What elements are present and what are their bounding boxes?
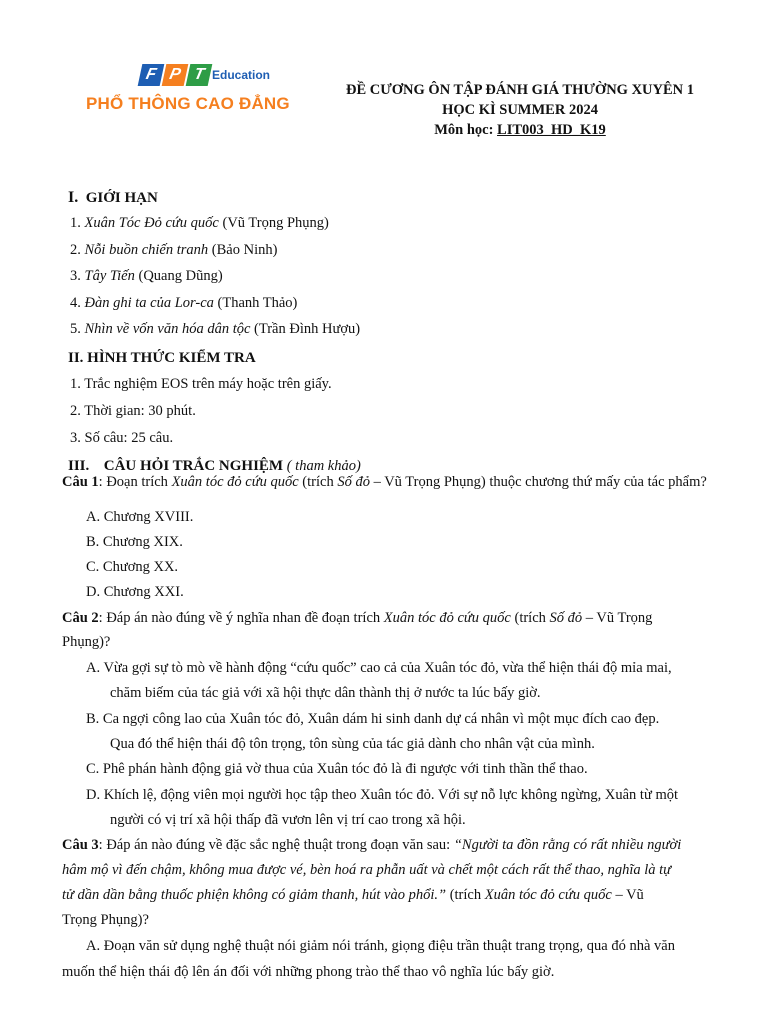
question-text-part: – Vũ Trọng <box>582 610 653 626</box>
work-title: Xuân tóc đỏ cứu quốc <box>171 474 299 490</box>
q1-option-d: D. Chương XXI. <box>86 584 184 600</box>
work-author: (Trần Đình Hượu) <box>250 321 361 337</box>
header-title-line2: HỌC KÌ SUMMER 2024 <box>442 102 598 118</box>
quoted-passage-cont: hâm mộ vì đến chậm, không mua được vé, bèn hoá ra phẫn uất và chết một cách rất thể thao, nghĩa là tự <box>62 862 672 878</box>
question-label: Câu 2 <box>62 610 99 626</box>
question-text-part: (trích <box>298 474 338 490</box>
work-title: Số đỏ <box>337 474 370 490</box>
section-1-title: GIỚI HẠN <box>85 190 158 206</box>
question-label: Câu 1 <box>62 474 99 490</box>
item-number: 3. <box>70 268 81 284</box>
fpt-logo <box>86 64 306 120</box>
work-title: Xuân tóc đỏ cứu quốc <box>484 887 612 903</box>
limit-item <box>70 293 297 313</box>
question-label: Câu 3 <box>62 837 99 853</box>
work-title: Nhìn về vốn văn hóa dân tộc <box>84 321 251 337</box>
section-1-number: I. <box>68 189 79 206</box>
work-title: Số đỏ <box>549 610 583 626</box>
work-author: (Quang Dũng) <box>134 268 223 284</box>
document-header <box>330 80 710 140</box>
logo-letter-t: T <box>186 64 213 86</box>
section-3-heading <box>68 456 361 476</box>
header-subject-code: LIT003_HD_K19 <box>497 122 606 138</box>
item-number: 1. <box>70 215 81 231</box>
quoted-passage: tử dần dần bằng thuốc phiện không có giảm thanh, hút vào phổi.” <box>62 887 447 903</box>
work-title: Xuân Tóc Đỏ cứu quốc <box>84 215 219 231</box>
q2-option-b: B. Ca ngợi công lao của Xuân tóc đỏ, Xuân dám hi sinh danh dự cá nhân vì một mục đích cao đẹp. <box>86 711 660 727</box>
limit-item <box>70 240 277 260</box>
question-3-text <box>62 835 681 855</box>
q2-option-a-cont: chăm biếm của tác giả với xã hội thực dân thành thị ở nước ta lúc bấy giờ. <box>110 685 541 701</box>
q1-option-c: C. Chương XX. <box>86 559 179 575</box>
work-author: (Bảo Ninh) <box>208 242 278 258</box>
logo-letter-f: F <box>138 64 165 86</box>
question-text-part: (trích <box>446 887 485 903</box>
q2-option-d-cont: người có vị trí xã hội thấp đã vươn lên vị trí cao trong xã hội. <box>110 812 466 828</box>
item-number: 2. <box>70 242 81 258</box>
item-number: 5. <box>70 321 81 337</box>
question-text-part: : Đáp án nào đúng về ý nghĩa nhan đề đoạn trích <box>98 610 384 626</box>
section-3-note: ( tham khảo) <box>283 458 361 474</box>
exam-format-item: 3. Số câu: 25 câu. <box>70 430 174 446</box>
fpt-letter-blocks <box>140 64 210 86</box>
exam-format-item: 1. Trắc nghiệm EOS trên máy hoặc trên giấy. <box>70 376 332 392</box>
question-2-text <box>62 608 652 628</box>
question-text-part: : Đáp án nào đúng về đặc sắc nghệ thuật trong đoạn văn sau: <box>98 837 454 853</box>
header-subject-line <box>434 120 606 140</box>
q1-option-a: A. Chương XVIII. <box>86 509 194 525</box>
section-3-number: III. <box>68 458 90 474</box>
q3-option-a: A. Đoạn văn sử dụng nghệ thuật nói giảm nói tránh, giọng điệu trần thuật trang trọng, qua đó nhà văn <box>86 938 675 954</box>
q3-option-a-cont: muốn thể hiện thái độ lên án đối với những phong trào thể thao vô nghĩa lúc bấy giờ. <box>62 964 555 980</box>
logo-letter-p: P <box>162 64 189 86</box>
work-author: (Thanh Thảo) <box>213 295 298 311</box>
work-title: Đàn ghi ta của Lor-ca <box>84 295 214 311</box>
section-2-heading: II. HÌNH THỨC KIỂM TRA <box>68 350 256 366</box>
work-title: Tây Tiến <box>84 268 135 284</box>
work-title: Nỗi buồn chiến tranh <box>84 242 209 258</box>
logo-school-name: PHỔ THÔNG CAO ĐẲNG <box>86 94 290 113</box>
question-text-part: – Vũ Trọng Phụng) thuộc chương thứ mấy của tác phẩm? <box>369 474 707 490</box>
work-title: Xuân tóc đỏ cứu quốc <box>383 610 511 626</box>
q1-option-b: B. Chương XIX. <box>86 534 183 550</box>
logo-education-text: Education <box>212 68 271 82</box>
header-subject-label: Môn học: <box>434 122 498 138</box>
question-3-text-end: Trọng Phụng)? <box>62 912 149 928</box>
header-title-line1: ĐỀ CƯƠNG ÔN TẬP ĐÁNH GIÁ THƯỜNG XUYÊN 1 <box>345 82 695 98</box>
q2-option-c: C. Phê phán hành động giả vờ thua của Xuân tóc đỏ là đi ngược với tinh thần thể thao. <box>86 761 588 777</box>
question-3-text-cont <box>62 885 644 905</box>
question-2-text-cont: Phụng)? <box>62 634 111 650</box>
q2-option-d: D. Khích lệ, động viên mọi người học tập theo Xuân tóc đỏ. Với sự nỗ lực không ngừng, Xuân từ một <box>86 787 679 803</box>
limit-item <box>70 319 360 339</box>
limit-item <box>70 266 223 286</box>
question-1-text <box>62 474 712 491</box>
limit-item <box>70 213 329 233</box>
q2-option-b-cont: Qua đó thể hiện thái độ tôn trọng, tôn sùng của tác giả dành cho nhân vật của mình. <box>110 736 595 752</box>
question-text-part: : Đoạn trích <box>98 474 172 490</box>
quoted-passage: “Người ta đồn rằng có rất nhiều người <box>453 837 682 853</box>
section-1-heading <box>68 188 158 208</box>
item-number: 4. <box>70 295 81 311</box>
work-author: (Vũ Trọng Phụng) <box>218 215 329 231</box>
question-text-part: (trích <box>510 610 550 626</box>
question-text-part: – Vũ <box>611 887 644 903</box>
exam-format-item: 2. Thời gian: 30 phút. <box>70 403 196 419</box>
q2-option-a: A. Vừa gợi sự tò mò về hành động “cứu quốc” cao cả của Xuân tóc đỏ, vừa thể hiện thái độ mỉa mai, <box>86 660 672 676</box>
section-3-title: CÂU HỎI TRẮC NGHIỆM <box>103 458 284 474</box>
